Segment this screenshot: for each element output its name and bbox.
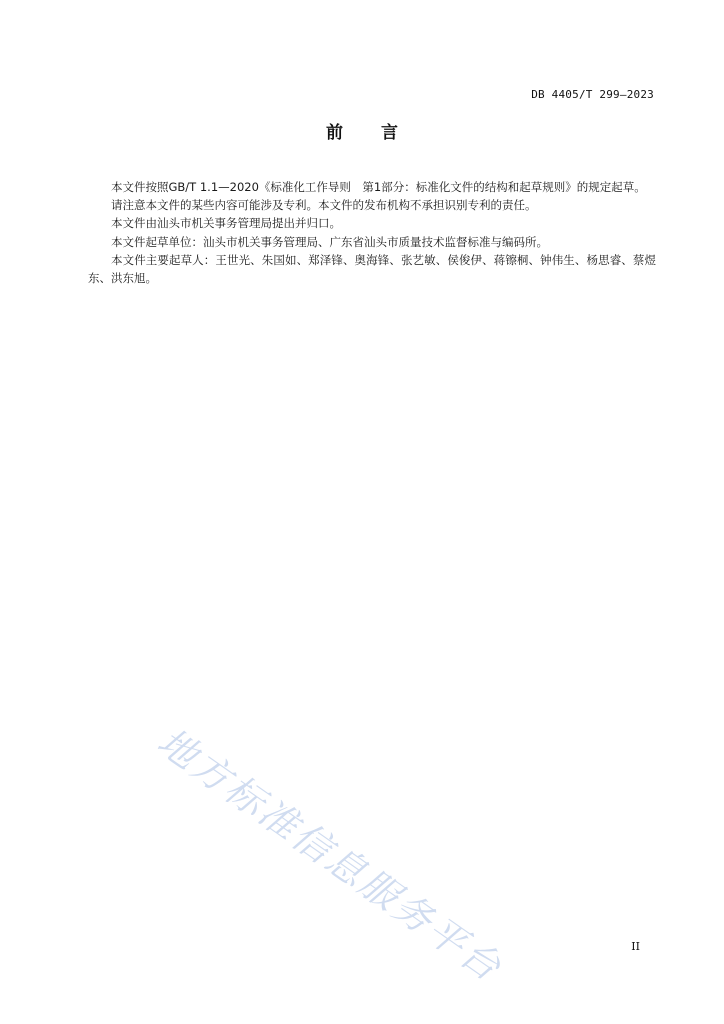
page-number: II — [631, 940, 640, 953]
paragraph-proposer: 本文件由汕头市机关事务管理局提出并归口。 — [111, 216, 341, 231]
foreword-body — [88, 178, 656, 287]
page-title: 前言 — [326, 123, 436, 143]
paragraph-patent-notice: 请注意本文件的某些内容可能涉及专利。本文件的发布机构不承担识别专利的责任。 — [111, 198, 537, 213]
watermark: 地方标准信息服务平台 — [149, 719, 511, 991]
paragraph-drafters: 本文件主要起草人：王世光、朱国如、郑泽锋、奥海锋、张艺敏、侯俊伊、蒋镲桐、钟伟生、杨思睿、蔡煜东、洪东旭。 — [88, 252, 656, 286]
document-code: DB 4405/T 299—2023 — [531, 88, 654, 101]
paragraph-drafting-rules: 本文件按照GB/T 1.1—2020《标准化工作导则 第1部分：标准化文件的结构和起草规则》的规定起草。 — [111, 180, 646, 194]
paragraph-drafting-units: 本文件起草单位：汕头市机关事务管理局、广东省汕头市质量技术监督标准与编码所。 — [111, 234, 548, 249]
